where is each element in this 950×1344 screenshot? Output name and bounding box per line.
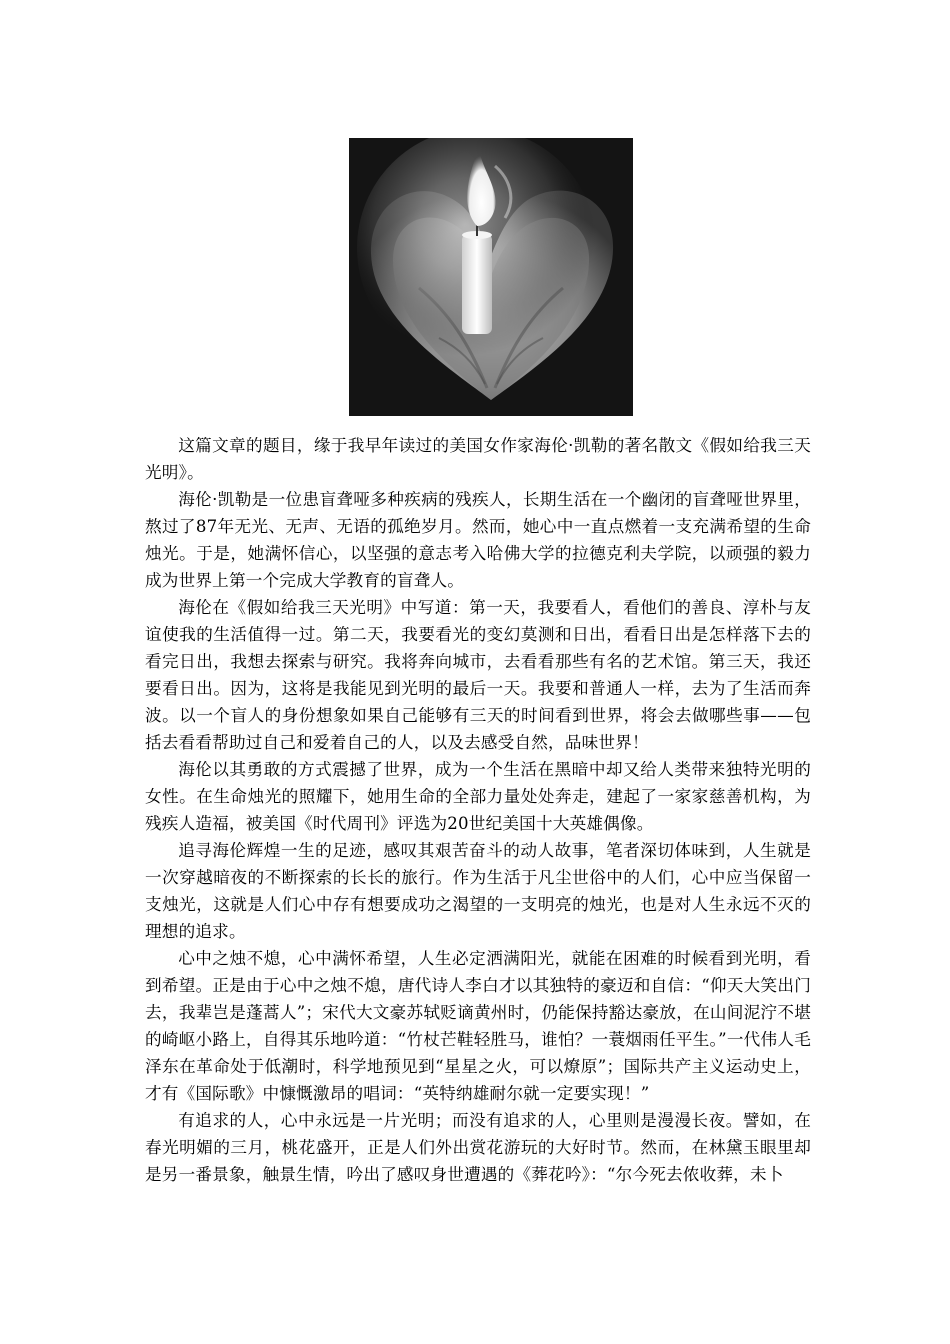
candle-in-hands-photo — [349, 138, 633, 416]
paragraph: 海伦以其勇敢的方式震撼了世界，成为一个生活在黑暗中却又给人类带来独特光明的女性。在生命烛光的照耀下，她用生命的全部力量处处奔走，建起了一家家慈善机构，为残疾人造福，被美国《时代周刊》评选为20世纪美国十大英雄偶像。 — [145, 760, 811, 833]
paragraph: 这篇文章的题目，缘于我早年读过的美国女作家海伦·凯勒的著名散文《假如给我三天光明》。 — [145, 436, 811, 482]
paragraph: 追寻海伦辉煌一生的足迹，感叹其艰苦奋斗的动人故事，笔者深切体味到，人生就是一次穿越暗夜的不断探索的长长的旅行。作为生活于凡尘世俗中的人们，心中应当保留一支烛光，这就是人们心中存有想要成功之渴望的一支明亮的烛光，也是对人生永远不灭的理想的追求。 — [145, 841, 811, 941]
paragraph: 心中之烛不熄，心中满怀希望，人生必定洒满阳光，就能在困难的时候看到光明，看到希望。正是由于心中之烛不熄，唐代诗人李白才以其独特的豪迈和自信：“仰天大笑出门去，我辈岂是蓬蒿人”；宋代大文豪苏轼贬谪黄州时，仍能保持豁达豪放，在山间泥泞不堪的崎岖小路上，自得其乐地吟道：“竹杖芒鞋轻胜马，谁怕？一蓑烟雨任平生。”一代伟人毛泽东在革命处于低潮时，科学地预见到“星星之火，可以燎原”；国际共产主义运动史上，才有《国际歌》中慷慨激昂的唱词：“英特纳雄耐尔就一定要实现！” — [145, 949, 811, 1103]
article-body — [145, 432, 811, 1188]
paragraph: 海伦·凯勒是一位患盲聋哑多种疾病的残疾人，长期生活在一个幽闭的盲聋哑世界里，熬过了87年无光、无声、无语的孤绝岁月。然而，她心中一直点燃着一支充满希望的生命烛光。于是，她满怀信心，以坚强的意志考入哈佛大学的拉德克利夫学院，以顽强的毅力成为世界上第一个完成大学教育的盲聋人。 — [145, 490, 811, 590]
candle-hands-image — [349, 138, 633, 416]
paragraph: 有追求的人，心中永远是一片光明；而没有追求的人，心里则是漫漫长夜。譬如，在春光明媚的三月，桃花盛开，正是人们外出赏花游玩的大好时节。然而，在林黛玉眼里却是另一番景象，触景生情，吟出了感叹身世遭遇的《葬花吟》：“尔今死去侬收葬，未卜 — [145, 1111, 811, 1184]
paragraph: 海伦在《假如给我三天光明》中写道：第一天，我要看人，看他们的善良、淳朴与友谊使我的生活值得一过。第二天，我要看光的变幻莫测和日出，看看日出是怎样落下去的看完日出，我想去探索与研究。我将奔向城市，去看看那些有名的艺术馆。第三天，我还要看日出。因为，这将是我能见到光明的最后一天。我要和普通人一样，去为了生活而奔波。以一个盲人的身份想象如果自己能够有三天的时间看到世界，将会去做哪些事——包括去看看帮助过自己和爱着自己的人，以及去感受自然，品味世界！ — [145, 598, 811, 752]
